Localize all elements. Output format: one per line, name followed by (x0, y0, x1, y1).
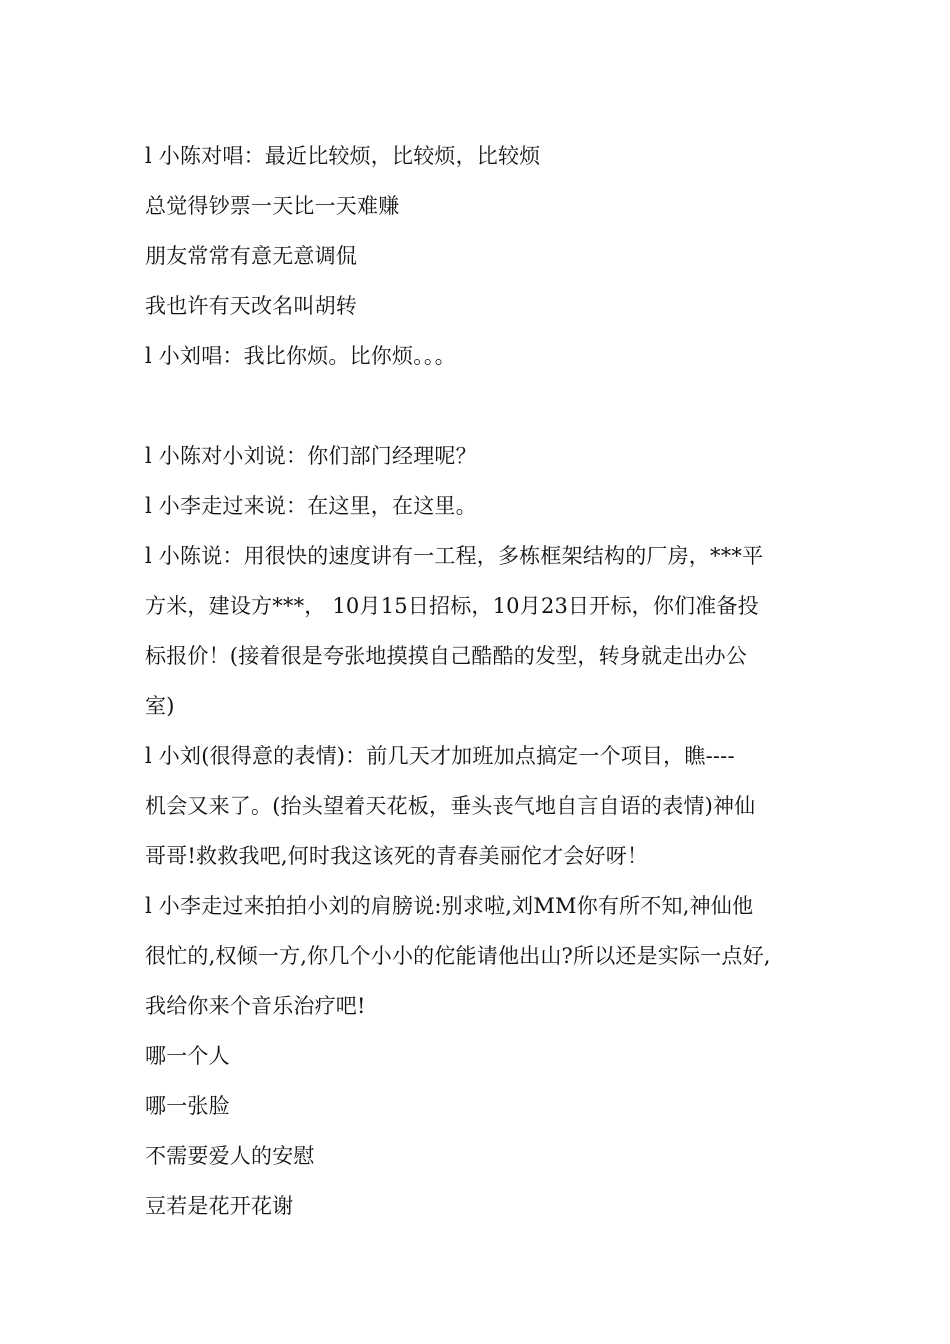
text-line: 我也许有天改名叫胡转 (145, 294, 357, 318)
text-line: 我给你来个音乐治疗吧! (145, 994, 366, 1018)
blank-line (145, 381, 820, 431)
text-line: 机会又来了。(抬头望着天花板，垂头丧气地自言自语的表情)神仙 (145, 794, 756, 818)
text-line: 标报价！(接着很是夸张地摸摸自己酷酷的发型，转身就走出办公 (145, 644, 747, 668)
text-line: l 小李走过来拍拍小刘的肩膀说:别求啦,刘MM你有所不知,神仙他 (145, 894, 754, 918)
text-line: 室) (145, 694, 175, 718)
text-line: 哥哥!救救我吧,何时我这该死的青春美丽佗才会好呀！ (145, 844, 649, 868)
text-line: 不需要爱人的安慰 (145, 1144, 315, 1168)
text-line: l 小刘唱：我比你烦。比你烦。。。 (145, 344, 456, 368)
text-line: 哪一张脸 (145, 1094, 230, 1118)
text-line: 总觉得钞票一天比一天难赚 (145, 194, 400, 218)
text-line: 很忙的,权倾一方,你几个小小的佗能请他出山?所以还是实际一点好, (145, 944, 771, 968)
text-line: 哪一个人 (145, 1044, 230, 1068)
document-body (145, 131, 820, 1231)
text-line: 朋友常常有意无意调侃 (145, 244, 357, 268)
text-line: 方米，建设方***， 10月15日招标，10月23日开标，你们准备投 (145, 594, 759, 618)
text-line: 豆若是花开花谢 (145, 1194, 294, 1218)
text-line: l 小陈对小刘说：你们部门经理呢？ (145, 444, 477, 468)
text-line: l 小陈说：用很快的速度讲有一工程，多栋框架结构的厂房，***平 (145, 544, 764, 568)
text-line: l 小刘(很得意的表情)：前几天才加班加点搞定一个项目，瞧---- (145, 744, 735, 768)
text-line: l 小陈对唱：最近比较烦，比较烦，比较烦 (145, 144, 541, 168)
text-line: l 小李走过来说：在这里，在这里。 (145, 494, 477, 518)
